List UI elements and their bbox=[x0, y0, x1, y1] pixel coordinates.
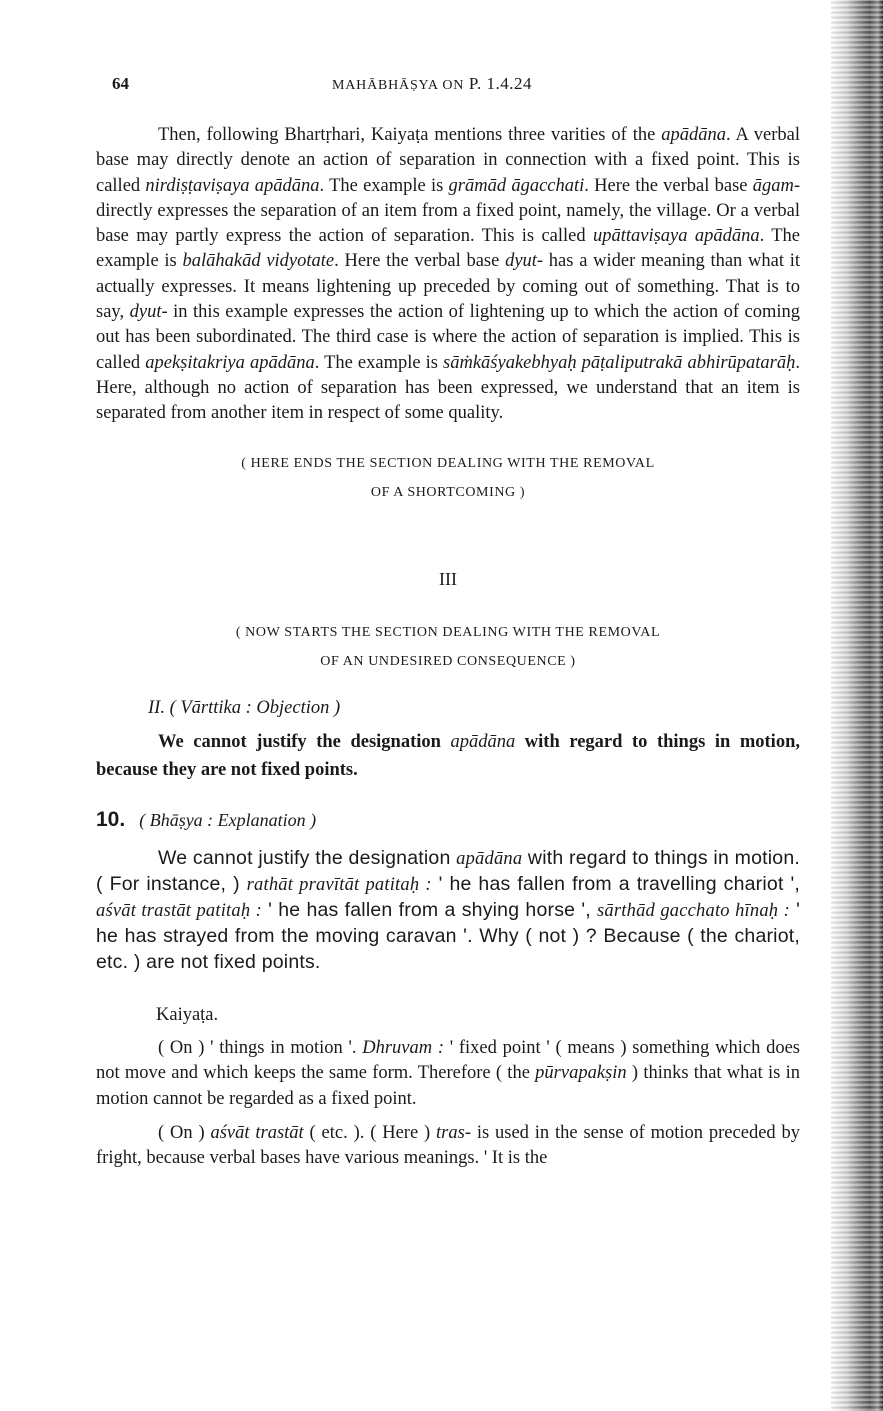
section-end-line-2: OF A SHORTCOMING ) bbox=[370, 484, 526, 500]
kaiyata-commentary bbox=[96, 1036, 800, 1171]
section-number: III bbox=[439, 568, 457, 589]
running-title-ref: P. 1.4.24 bbox=[468, 74, 532, 93]
section-start-notice bbox=[96, 618, 800, 676]
section-start-line-2: OF AN UNDESIRED CONSEQUENCE ) bbox=[320, 653, 576, 669]
section-end-notice bbox=[96, 449, 800, 507]
kaiyata-heading: Kaiyaṭa. bbox=[156, 1005, 219, 1026]
section-start-line-1: ( NOW STARTS THE SECTION DEALING WITH THE REMOVAL bbox=[235, 624, 661, 640]
running-header bbox=[96, 72, 800, 98]
varttika-text: We cannot justify the designation apādāna with regard to things in motion, because they are not fixed points. bbox=[96, 731, 800, 780]
bhasya-number: 10. bbox=[96, 807, 126, 831]
section-end-line-1: ( HERE ENDS THE SECTION DEALING WITH THE REMOVAL bbox=[241, 455, 655, 471]
kaiyata-paragraph-2: ( On ) aśvāt trastāt ( etc. ). ( Here ) tras- is used in the sense of motion preceded by fright, because verbal bases have various meanings. ' It is the bbox=[96, 1122, 800, 1169]
varttika-heading: II. ( Vārttika : Objection ) bbox=[148, 697, 341, 718]
page-number: 64 bbox=[112, 74, 129, 93]
kaiyata-paragraph-1: ( On ) ' things in motion '. Dhruvam : ' fixed point ' ( means ) something which does not move and which keeps the same form. Therefore ( the pūrvapakṣin ) thinks that what is in motion cannot be regarded as a fixed point. bbox=[96, 1038, 801, 1109]
bhasya-heading-line bbox=[96, 808, 800, 832]
running-title bbox=[332, 74, 532, 94]
book-page bbox=[96, 72, 800, 1181]
intro-paragraph: Then, following Bhartṛhari, Kaiyaṭa mentions three varities of the apādāna. A verbal base may directly denote an action of separation in connection with a fixed point. This is called nirdiṣṭaviṣaya apādāna. The example is grāmād āgacchati. Here the verbal base āgam- directly expresses the separation of an item from a fixed point, namely, the village. Or a verbal base may partly express the action of separation. This is called upāttaviṣaya apādāna. The example is balāhakād vidyotate. Here the verbal base dyut- has a wider meaning than what it actually expresses. It means lightening up preceded by coming out of something. That is to say, dyut- in this example expresses the action of lightening up to which the action of coming out has been subordinated. The third case is where the action of separation is implied. This is called apekṣitakriya apādāna. The example is sāṁkāśyakebhyaḥ pāṭaliputrakā abhirūpatarāḥ. Here, although no action of separation has been expressed, we understand that an item is separated from another item in respect of some quality. bbox=[96, 125, 801, 424]
scanned-page-edge bbox=[831, 0, 883, 1411]
running-title-main: MAHĀBHĀṢYA ON bbox=[332, 78, 465, 93]
bhasya-text: We cannot justify the designation apādāna with regard to things in motion. ( For instance, ) rathāt pravītāt patitaḥ : ' he has fallen from a travelling chariot ', aśvāt trastāt patitaḥ : ' he has fallen from a shying horse ', sārthād gacchato hīnaḥ : ' he has strayed from the moving caravan '. Why ( not ) ? Because ( the chariot, etc. ) are not fixed points. bbox=[96, 846, 801, 973]
bhasya-heading: ( Bhāṣya : Explanation ) bbox=[139, 809, 317, 830]
